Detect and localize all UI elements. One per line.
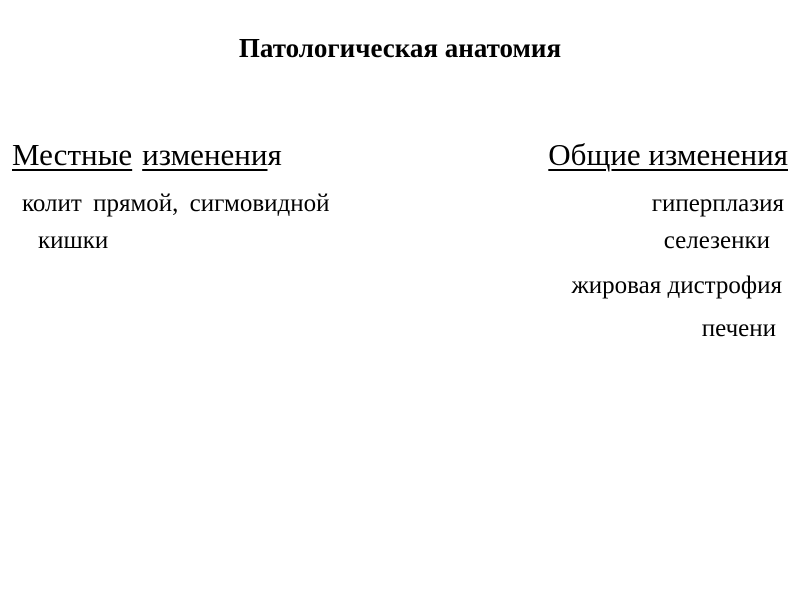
general-changes-heading: [548, 137, 788, 173]
general-change-text-line: селезенки: [663, 227, 770, 254]
local-changes-heading: [12, 137, 282, 173]
local-change-text-line: колит прямой, сигмовидной: [22, 190, 330, 217]
general-change-text-line: печени: [701, 315, 776, 342]
general-change-text-line: жировая дистрофия: [571, 272, 782, 299]
local-changes-heading-tail: я: [267, 137, 282, 172]
local-changes-heading-underlined: [12, 137, 267, 172]
local-changes-heading-word2: изменени: [142, 137, 268, 172]
general-changes-heading-text: Общие изменения: [548, 137, 788, 172]
slide-title: Патологическая анатомия: [238, 33, 562, 63]
local-change-text-line: кишки: [38, 227, 109, 254]
general-change-text-line: гиперплазия: [651, 190, 784, 217]
local-changes-heading-word1: Местные: [12, 137, 133, 172]
